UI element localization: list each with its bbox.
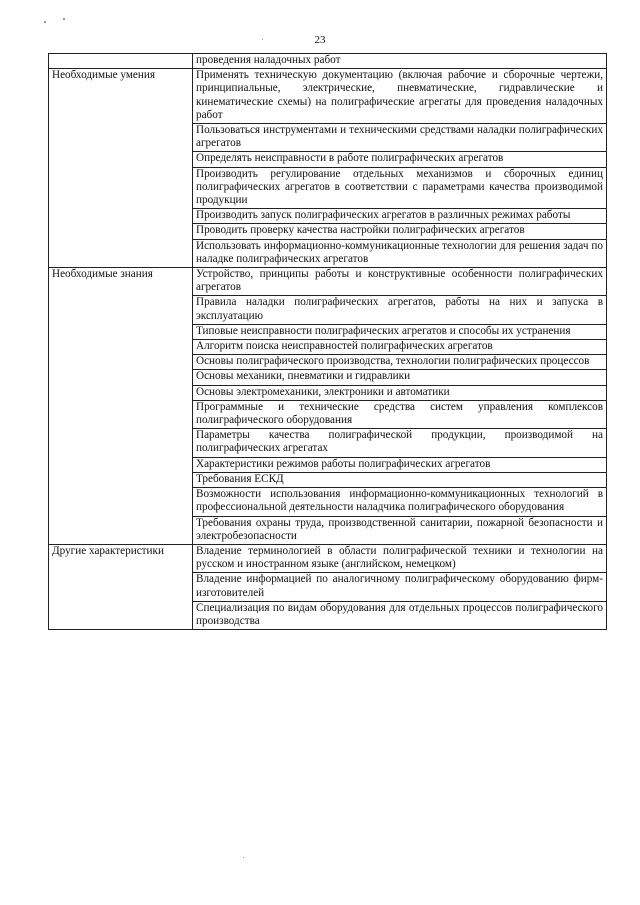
scan-speck [44,21,46,23]
table-row [49,544,607,572]
item-cell: Использовать информационно-коммуникационные технологии для решения задач по наладке полиграфических агрегатов [193,239,607,267]
item-cell: Производить регулирование отдельных механизмов и сборочных единиц полиграфических агрегатов в соответствии с параметрами качества производимой продукции [193,167,607,209]
table-row [49,54,607,69]
item-cell: Проводить проверку качества настройки полиграфических агрегатов [193,224,607,239]
item-cell: Возможности использования информационно-коммуникационных технологий в профессиональной деятельности наладчика полиграфического оборудования [193,488,607,516]
item-cell: Основы полиграфического производства, технологии полиграфических процессов [193,355,607,370]
item-cell: Определять неисправности в работе полиграфических агрегатов [193,152,607,167]
category-cell: Необходимые знания [49,268,193,545]
item-cell: Пользоваться инструментами и техническими средствами наладки полиграфических агрегатов [193,124,607,152]
item-cell: Владение информацией по аналогичному полиграфическому оборудованию фирм-изготовителей [193,573,607,601]
item-cell: Требования ЕСКД [193,472,607,487]
item-cell: Применять техническую документацию (включая рабочие и сборочные чертежи, принципиальные, электрические, пневматические, гидравлические и кинематические схемы) на полиграфические агрегаты для проведения наладочных работ [193,69,607,124]
category-cell: Необходимые умения [49,69,193,268]
item-cell: Требования охраны труда, производственной санитарии, пожарной безопасности и электробезопасности [193,516,607,544]
category-cell: Другие характеристики [49,544,193,629]
category-cell [49,54,193,69]
page-number: 23 [314,34,326,46]
item-cell: Основы электромеханики, электроники и автоматики [193,385,607,400]
item-cell: Типовые неисправности полиграфических агрегатов и способы их устранения [193,324,607,339]
item-cell: Основы механики, пневматики и гидравлики [193,370,607,385]
requirements-table-body [49,54,607,630]
item-cell: Владение терминологией в области полиграфической техники и технологии на русском и иностранном языке (английском, немецком) [193,544,607,572]
item-cell: Правила наладки полиграфических агрегатов, работы на них и запуска в эксплуатацию [193,296,607,324]
table-row [49,268,607,296]
table-row [49,69,607,124]
item-cell: Программные и технические средства систем управления комплексов полиграфического оборудования [193,400,607,428]
item-cell: Характеристики режимов работы полиграфических агрегатов [193,457,607,472]
item-cell: Производить запуск полиграфических агрегатов в различных режимах работы [193,209,607,224]
item-cell: Специализация по видам оборудования для отдельных процессов полиграфического производства [193,601,607,629]
scan-speck [243,857,244,858]
item-cell: Параметры качества полиграфической продукции, производимой на полиграфических агрегатах [193,429,607,457]
requirements-table [48,53,607,630]
item-cell: Устройство, принципы работы и конструктивные особенности полиграфических агрегатов [193,268,607,296]
item-cell: Алгоритм поиска неисправностей полиграфических агрегатов [193,340,607,355]
item-cell: проведения наладочных работ [193,54,607,69]
scan-speck [63,18,65,20]
